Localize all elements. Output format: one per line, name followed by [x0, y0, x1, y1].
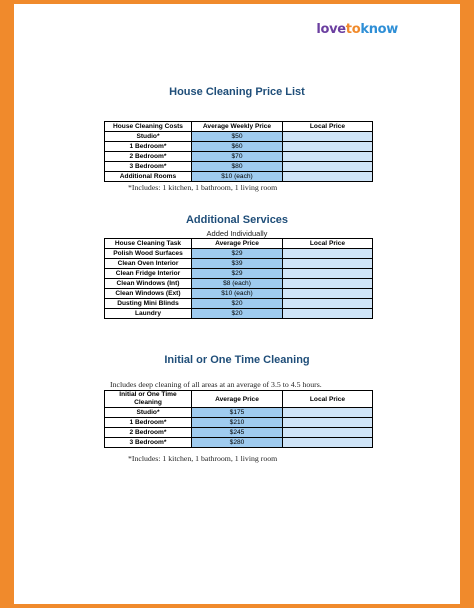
average-price: $175	[192, 408, 283, 418]
row-label: Laundry	[105, 309, 192, 319]
table-row	[105, 289, 373, 299]
table-row	[105, 269, 373, 279]
column-header: House Cleaning Task	[105, 239, 192, 249]
table-row	[105, 408, 373, 418]
local-price-cell[interactable]	[283, 132, 373, 142]
added-individually-subtitle: Added Individually	[206, 229, 268, 238]
row-label: Studio*	[105, 408, 192, 418]
local-price-cell[interactable]	[283, 269, 373, 279]
local-price-cell[interactable]	[283, 408, 373, 418]
table-row	[105, 438, 373, 448]
average-price: $210	[192, 418, 283, 428]
table-row	[105, 152, 373, 162]
table-row	[105, 249, 373, 259]
includes-note: *Includes: 1 kitchen, 1 bathroom, 1 living room	[128, 454, 278, 463]
includes-note: *Includes: 1 kitchen, 1 bathroom, 1 living room	[128, 183, 278, 192]
average-price: $280	[192, 438, 283, 448]
average-price: $50	[192, 132, 283, 142]
average-price: $245	[192, 428, 283, 438]
local-price-cell[interactable]	[283, 172, 373, 182]
average-price: $10 (each)	[192, 172, 283, 182]
table-header-row	[105, 122, 373, 132]
row-label: 3 Bedroom*	[105, 162, 192, 172]
initial-cleaning-table	[104, 390, 373, 448]
column-header: House Cleaning Costs	[105, 122, 192, 132]
table-row	[105, 299, 373, 309]
local-price-cell[interactable]	[283, 259, 373, 269]
local-price-cell[interactable]	[283, 289, 373, 299]
local-price-cell[interactable]	[283, 142, 373, 152]
house-cleaning-price-table	[104, 121, 373, 182]
local-price-cell[interactable]	[283, 438, 373, 448]
house-cleaning-price-list-title: House Cleaning Price List	[169, 86, 305, 98]
table-row	[105, 259, 373, 269]
row-label: Polish Wood Surfaces	[105, 249, 192, 259]
deep-cleaning-intro: Includes deep cleaning of all areas at an average of 3.5 to 4.5 hours.	[110, 380, 322, 389]
table-header-row	[105, 239, 373, 249]
local-price-cell[interactable]	[283, 249, 373, 259]
table-row	[105, 309, 373, 319]
row-label: Additional Rooms	[105, 172, 192, 182]
row-label: Clean Oven Interior	[105, 259, 192, 269]
local-price-cell[interactable]	[283, 279, 373, 289]
local-price-cell[interactable]	[283, 299, 373, 309]
table-row	[105, 132, 373, 142]
average-price: $29	[192, 269, 283, 279]
local-price-cell[interactable]	[283, 309, 373, 319]
column-header: Average Weekly Price	[192, 122, 283, 132]
table-row	[105, 428, 373, 438]
table-row	[105, 172, 373, 182]
table-row	[105, 162, 373, 172]
document-page	[14, 4, 460, 604]
column-header: Local Price	[283, 391, 373, 408]
row-label: Clean Windows (Int)	[105, 279, 192, 289]
row-label: 3 Bedroom*	[105, 438, 192, 448]
row-label: 2 Bedroom*	[105, 152, 192, 162]
table-row	[105, 418, 373, 428]
column-header: Average Price	[192, 239, 283, 249]
row-label: Clean Fridge Interior	[105, 269, 192, 279]
column-header: Local Price	[283, 239, 373, 249]
local-price-cell[interactable]	[283, 152, 373, 162]
row-label: Dusting Mini Blinds	[105, 299, 192, 309]
table-row	[105, 279, 373, 289]
local-price-cell[interactable]	[283, 428, 373, 438]
average-price: $70	[192, 152, 283, 162]
column-header: Local Price	[283, 122, 373, 132]
additional-services-table	[104, 238, 373, 319]
row-label: 1 Bedroom*	[105, 418, 192, 428]
lovetoknow-logo: lovetoknow	[316, 22, 398, 37]
average-price: $8 (each)	[192, 279, 283, 289]
column-header: Initial or One Time Cleaning	[105, 391, 192, 408]
average-price: $80	[192, 162, 283, 172]
average-price: $20	[192, 299, 283, 309]
local-price-cell[interactable]	[283, 418, 373, 428]
average-price: $20	[192, 309, 283, 319]
initial-cleaning-title: Initial or One Time Cleaning	[164, 354, 310, 366]
row-label: Clean Windows (Ext)	[105, 289, 192, 299]
local-price-cell[interactable]	[283, 162, 373, 172]
row-label: Studio*	[105, 132, 192, 142]
row-label: 1 Bedroom*	[105, 142, 192, 152]
additional-services-title: Additional Services	[185, 214, 289, 226]
average-price: $39	[192, 259, 283, 269]
average-price: $60	[192, 142, 283, 152]
row-label: 2 Bedroom*	[105, 428, 192, 438]
column-header: Average Price	[192, 391, 283, 408]
table-header-row	[105, 391, 373, 408]
average-price: $10 (each)	[192, 289, 283, 299]
average-price: $29	[192, 249, 283, 259]
table-row	[105, 142, 373, 152]
